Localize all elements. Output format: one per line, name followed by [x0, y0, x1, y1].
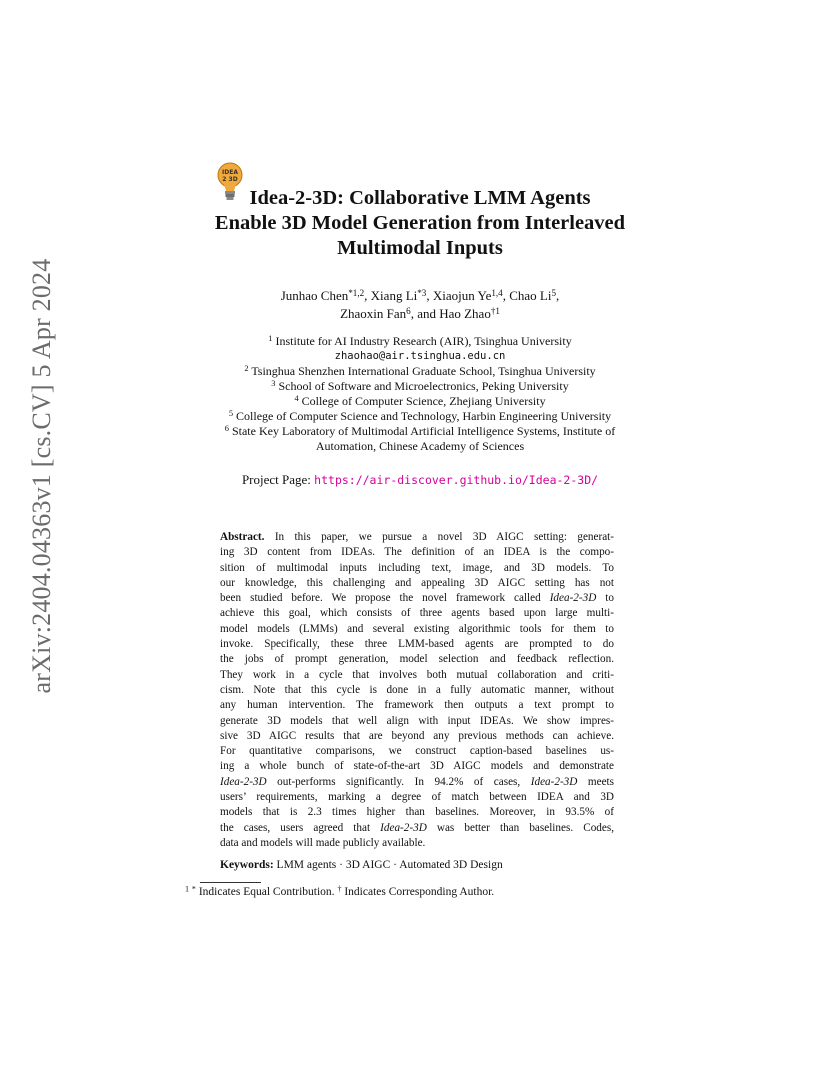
footnote-dagger: † [337, 884, 342, 894]
footnote-star: * [191, 884, 196, 894]
author-name: , Xiang Li [364, 288, 418, 303]
affiliation [170, 409, 670, 424]
abstract-text: out-performs significantly. In 94.2% of cases, [266, 775, 531, 788]
author-superscript: *1,2 [348, 287, 365, 298]
affiliation-text: Institute for AI Industry Research (AIR), Tsinghua University [275, 334, 572, 348]
abstract-line [220, 530, 614, 545]
author-superscript: 1,4 [491, 287, 503, 298]
title-line: Idea-2-3D: Collaborative LMM Agents [249, 187, 591, 209]
abstract-text: been studied before. We propose the novel framework called [220, 592, 550, 605]
abstract-line: our knowledge, this challenging and appealing 3D AIGC setting has not [220, 576, 614, 589]
author-name: , Xiaojun Ye [426, 288, 492, 303]
keywords-text: LMM agents · 3D AIGC · Automated 3D Design [273, 859, 503, 871]
project-url-link[interactable]: https://air-discover.github.io/Idea-2-3D/ [314, 473, 599, 487]
corresponding-email[interactable]: zhaohao@air.tsinghua.edu.cn [334, 350, 506, 362]
affiliation-number: 1 [268, 334, 273, 344]
author-superscript: 5 [551, 287, 557, 298]
abstract-line: data and models will made publicly available. [220, 836, 426, 849]
abstract-line: ing 3D content from IDEAs. The definition of an IDEA is the compo- [220, 546, 614, 559]
abstract-line: users’ requirements, marking a degree of match between IDEA and 3D [220, 791, 614, 804]
abstract-line: models that is 2.3 times higher than baselines. Moreover, in 93.5% of [220, 806, 614, 819]
author-name: , and Hao Zhao [410, 306, 491, 321]
affiliation [170, 334, 670, 349]
author-superscript: †1 [490, 305, 500, 316]
abstract-line: any human intervention. The framework then outputs a text prompt to [220, 699, 614, 712]
author-superscript: *3 [417, 287, 427, 298]
abstract-line: achieve this goal, which consists of three agents based upon large multi- [220, 607, 614, 620]
affiliation-text: School of Software and Microelectronics, Peking University [278, 379, 569, 393]
method-name: Idea-2-3D [530, 775, 578, 788]
project-label: Project Page: [241, 472, 315, 487]
footnote [185, 886, 494, 898]
affiliation-text: College of Computer Science and Technology, Harbin Engineering University [236, 409, 612, 423]
abstract-text: to [596, 592, 614, 605]
affiliation-text: Tsinghua Shenzhen International Graduate School, Tsinghua University [251, 364, 596, 378]
abstract-line: the jobs of prompt generation, model selection and feedback reflection. [220, 653, 614, 666]
author-name: Junhao Chen [280, 288, 349, 303]
abstract-text: In this paper, we pursue a novel 3D AIGC setting: generat- [264, 531, 614, 543]
abstract-line [220, 775, 614, 790]
abstract-line: ing a whole bunch of state-of-the-art 3D AIGC models and demonstrate [220, 760, 614, 773]
paper-title [170, 186, 670, 261]
abstract-text: the cases, users agreed that [220, 821, 381, 834]
footnote-text: Indicates Corresponding Author. [341, 886, 495, 898]
author-separator: , [556, 288, 560, 303]
author-line [200, 287, 640, 305]
affiliation [170, 379, 670, 394]
abstract-line: cism. Note that this cycle is done in a fully automatic manner, without [220, 683, 614, 696]
abstract-line: model models (LMMs) and several existing algorithmic tools for them to [220, 622, 614, 635]
affiliation-number: 6 [224, 424, 229, 434]
affiliation [170, 394, 670, 409]
affiliation-list [170, 334, 670, 454]
title-line: Multimodal Inputs [337, 237, 503, 259]
method-name: Idea-2-3D [549, 592, 597, 605]
arxiv-identifier-stamp: arXiv:2404.04363v1 [cs.CV] 5 Apr 2024 [27, 258, 56, 694]
abstract [220, 530, 614, 851]
keywords [220, 859, 614, 871]
author-line [200, 305, 640, 323]
svg-text:IDEA: IDEA [222, 169, 238, 176]
abstract-heading: Abstract. [220, 531, 265, 543]
abstract-line: sition of multimodal inputs including text, image, and 3D models. To [220, 561, 614, 574]
affiliation-text: College of Computer Science, Zhejiang University [301, 394, 546, 408]
method-name: Idea-2-3D [220, 775, 267, 788]
author-name: , Chao Li [502, 288, 552, 303]
abstract-line [220, 821, 614, 836]
author-name: Zhaoxin Fan [340, 306, 407, 321]
abstract-line: For quantitative comparisons, we construct caption-based baselines us- [220, 745, 614, 758]
abstract-line: generate 3D models that well align with input IDEAs. We show impres- [220, 714, 614, 727]
affiliation-continuation: Automation, Chinese Academy of Sciences [315, 439, 525, 453]
footnote-number: 1 [185, 884, 190, 894]
abstract-text: meets [577, 775, 614, 788]
abstract-line: invoke. Specifically, these three LMM-based agents are prompted to do [220, 638, 614, 651]
abstract-line: They work in a cycle that involves both mutual collaboration and criti- [220, 668, 614, 681]
affiliation [170, 364, 670, 379]
footnote-text: Indicates Equal Contribution. [195, 886, 338, 898]
affiliation-number: 3 [271, 379, 276, 389]
affiliation-text: State Key Laboratory of Multimodal Artificial Intelligence Systems, Institute of [231, 424, 616, 438]
affiliation-number: 4 [294, 394, 299, 404]
affiliation [170, 424, 670, 439]
method-name: Idea-2-3D [380, 821, 427, 834]
project-page [170, 472, 670, 488]
author-superscript: 6 [406, 305, 411, 316]
keywords-label: Keywords: [220, 859, 274, 871]
author-list [200, 287, 640, 323]
affiliation-number: 5 [228, 409, 234, 419]
title-line: Enable 3D Model Generation from Interleaved [214, 212, 626, 234]
footnote-divider [200, 882, 261, 883]
abstract-text: was better than baselines. Codes, [426, 821, 614, 834]
abstract-line [220, 591, 614, 606]
svg-text:2 3D: 2 3D [222, 176, 238, 183]
affiliation-number: 2 [244, 364, 249, 374]
abstract-line: sive 3D AIGC results that are beyond any previous methods can achieve. [220, 729, 614, 742]
